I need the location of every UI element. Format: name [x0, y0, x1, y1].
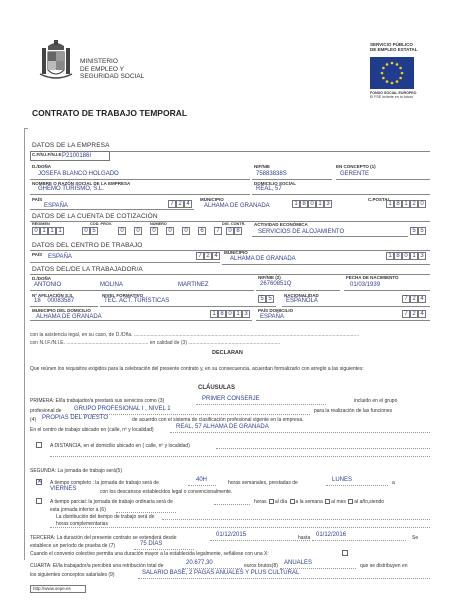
regimen-code-3[interactable]: 1: [56, 227, 64, 235]
nif-calidad-line: con N.I.F./N.I.E. ........................................................... en calidad de (3) ..................................................................: [30, 340, 281, 346]
page-title: CONTRATO DE TRABAJO TEMPORAL: [32, 108, 188, 118]
cuenta-code-10[interactable]: 8: [234, 227, 242, 235]
trabajador-municipio-domicilio-field[interactable]: ALHAMA DE GRANADA: [36, 314, 102, 320]
cuenta-code-7[interactable]: 6: [198, 227, 206, 235]
pais-dom-code-1[interactable]: 2: [410, 310, 418, 318]
primera-text-a: PRIMERA: El/la trabajador/a prestará sus servicios como (3): [30, 398, 165, 404]
cuenta-code-3[interactable]: 0: [134, 227, 142, 235]
trabajador-nif-field[interactable]: 26760851Q: [260, 281, 292, 287]
al-dia-checkbox[interactable]: [269, 499, 274, 504]
centro-pais-field[interactable]: ESPAÑA: [48, 254, 72, 260]
cuenta-code-4[interactable]: 0: [150, 227, 158, 235]
empresa-cp-code-1[interactable]: 8: [394, 200, 402, 208]
razon-social-field[interactable]: GHEMO TURISMO, S.L.: [38, 186, 104, 192]
centro-muni-code-2[interactable]: 0: [402, 252, 410, 260]
fecha-desde-field[interactable]: 01/12/2015: [216, 532, 247, 538]
muni-dom-code-3[interactable]: 1: [234, 310, 242, 318]
empresa-cp-code-2[interactable]: 1: [402, 200, 410, 208]
nacionalidad-code-1[interactable]: 2: [410, 295, 418, 303]
declaran-heading: DECLARAN: [212, 350, 243, 356]
empresa-pais-field[interactable]: ESPAÑA: [44, 203, 68, 209]
footer-url[interactable]: http://www.sepe.es: [33, 586, 71, 591]
section-cotizacion: DATOS DE LA CUENTA DE COTIZACIÓN: [32, 213, 158, 220]
grupo-profesional-field[interactable]: GRUPO PROFESIONAL I , NIVEL 1: [74, 406, 171, 412]
cuarta-text: CUARTA: El/la trabajador/a percibirá una retribución total de: [30, 563, 164, 569]
trabajador-afiliacion-field[interactable]: 18 00083587: [34, 298, 75, 304]
tiempo-completo-checkbox[interactable]: ✕: [37, 479, 43, 485]
tercera-text: TERCERA: La duración del presente contrato se extenderá desde: [30, 535, 177, 541]
empresa-pais-code-0[interactable]: 7: [168, 200, 176, 208]
empresa-pais-code-2[interactable]: 4: [184, 200, 192, 208]
centro-muni-code-1[interactable]: 8: [394, 252, 402, 260]
trabajador-fecha-nacimiento-field[interactable]: 01/03/1939: [350, 282, 381, 288]
eu-flag-icon: [370, 57, 414, 89]
cuenta-code-0[interactable]: 0: [82, 227, 90, 235]
conceptos-salariales-field[interactable]: SALARIO BASE, 2 PAGAS ANUALES Y PLUS CULTURAL: [142, 570, 300, 576]
cuenta-code-8[interactable]: 7: [214, 227, 222, 235]
regimen-code-2[interactable]: 1: [48, 227, 56, 235]
sepe-logo: SERVICIO PÚBLICO DE EMPLEO ESTATAL FONDO SOCIAL EUROPEO El FSE invierte en tu futuro: [370, 42, 418, 100]
trabajador-nombre-field[interactable]: ANTONIO: [34, 282, 62, 288]
regimen-code-0[interactable]: 0: [32, 227, 40, 235]
dia-inicio-field[interactable]: LUNES: [332, 477, 353, 483]
centro-muni-code-0[interactable]: 1: [386, 252, 394, 260]
asistencia-legal-line: con la asistencia legal, en su caso, de D./Dña. ..................................................................................................................................................................: [30, 332, 359, 338]
muni-dom-code-2[interactable]: 0: [226, 310, 234, 318]
section-trabajador: DATOS DEL/DE LA TRABAJADOR/A: [32, 266, 143, 273]
cuenta-code-5[interactable]: 0: [166, 227, 174, 235]
muni-dom-code-4[interactable]: 3: [242, 310, 250, 318]
empresa-representante-field[interactable]: JOSEFA BLANCO HOLGADO: [38, 171, 119, 177]
reunen-requisitos-text: Que reúnen los requisitos exigidos para la celebración del presente contrato y, en su consecuencia, acuerdan formalizarlo con arreglo a las siguientes:: [30, 366, 364, 372]
periodo-prueba-field[interactable]: 75 DÍAS: [140, 541, 163, 547]
trabajador-apellido1-field[interactable]: MOLINA: [100, 282, 124, 288]
empresa-municipio-field[interactable]: ALHAMA DE GRANADA: [204, 203, 270, 209]
cif-field[interactable]: P2100186I: [62, 153, 92, 159]
centro-municipio-field[interactable]: ALHAMA DE GRANADA: [230, 256, 296, 262]
muni-dom-code-1[interactable]: 8: [218, 310, 226, 318]
primera-puesto-field[interactable]: PRIMER CONSERJE: [202, 396, 260, 402]
ministry-name: MINISTERIO DE EMPLEO Y SEGURIDAD SOCIAL: [80, 58, 145, 80]
empresa-cp-code-3[interactable]: 2: [410, 200, 418, 208]
trabajador-pais-domicilio-field[interactable]: ESPAÑA: [260, 314, 284, 320]
dia-fin-field[interactable]: VIERNES: [50, 486, 77, 492]
centro-muni-code-4[interactable]: 3: [418, 252, 426, 260]
empresa-concepto-field[interactable]: GERENTE: [340, 171, 370, 177]
centro-pais-code-1[interactable]: 2: [204, 252, 212, 260]
convenio-checkbox[interactable]: [342, 550, 348, 556]
empresa-cp-code-0[interactable]: 1: [386, 200, 394, 208]
trabajador-nivel-formativo-field[interactable]: TEC. ACT. TURÍSTICAS: [104, 298, 170, 304]
empresa-muni-code-4[interactable]: 3: [324, 200, 332, 208]
cuenta-code-1[interactable]: 5: [90, 227, 98, 235]
centro-pais-code-2[interactable]: 4: [212, 252, 220, 260]
empresa-muni-code-3[interactable]: 1: [316, 200, 324, 208]
retribucion-field[interactable]: 20.677,30: [186, 560, 213, 566]
horas-semanales-field[interactable]: 40H: [196, 477, 208, 483]
tiempo-parcial-checkbox[interactable]: [36, 498, 42, 504]
nivel-code-0[interactable]: 5: [258, 295, 266, 303]
empresa-cp-code-4[interactable]: 0: [418, 200, 426, 208]
empresa-nif-field[interactable]: 75883838S: [256, 171, 287, 177]
cuenta-code-9[interactable]: 0: [226, 227, 234, 235]
segunda-heading: SEGUNDA: La jornada de trabajo será(5): [30, 468, 122, 474]
centro-ubicacion-field[interactable]: REAL, 57 ALHAMA DE GRANADA: [176, 424, 269, 430]
anio-checkbox[interactable]: [348, 499, 353, 504]
cuenta-code-6[interactable]: 0: [182, 227, 190, 235]
pais-dom-code-0[interactable]: 7: [402, 310, 410, 318]
trabajador-nacionalidad-field[interactable]: ESPAÑOLA: [286, 298, 318, 304]
centro-pais-code-0[interactable]: 7: [196, 252, 204, 260]
nacionalidad-code-2[interactable]: 4: [418, 295, 426, 303]
nacionalidad-code-0[interactable]: 7: [402, 295, 410, 303]
domicilio-social-field[interactable]: REAL, 57: [256, 186, 282, 192]
cuenta-code-2[interactable]: 0: [118, 227, 126, 235]
clausulas-heading: CLÁUSULAS: [198, 385, 235, 391]
semana-checkbox[interactable]: [290, 499, 295, 504]
section-centro: DATOS DEL CENTRO DE TRABAJO: [32, 242, 143, 249]
muni-dom-code-0[interactable]: 1: [210, 310, 218, 318]
distancia-checkbox[interactable]: [36, 442, 42, 448]
nivel-code-1[interactable]: 5: [266, 295, 274, 303]
trabajador-apellido2-field[interactable]: MARTINEZ: [178, 282, 209, 288]
empresa-muni-code-2[interactable]: 0: [308, 200, 316, 208]
empresa-muni-code-0[interactable]: 1: [292, 200, 300, 208]
centro-muni-code-3[interactable]: 1: [410, 252, 418, 260]
section-empresa: DATOS DE LA EMPRESA: [32, 142, 110, 149]
regimen-code-1[interactable]: 1: [40, 227, 48, 235]
spain-coat-of-arms-icon: [38, 40, 74, 84]
retribucion-periodo-field[interactable]: ANUALES: [284, 560, 313, 566]
actividad-code-0[interactable]: 5: [410, 227, 418, 235]
funciones-field[interactable]: PROPIAS DEL PUESTO: [42, 415, 109, 421]
fecha-hasta-field[interactable]: 01/12/2016: [316, 532, 347, 538]
actividad-code-1[interactable]: 5: [418, 227, 426, 235]
mes-checkbox[interactable]: [325, 499, 330, 504]
pais-dom-code-2[interactable]: 4: [418, 310, 426, 318]
empresa-pais-code-1[interactable]: 2: [176, 200, 184, 208]
actividad-economica-field[interactable]: SERVICIOS DE ALOJAMIENTO: [258, 229, 345, 235]
empresa-muni-code-1[interactable]: 8: [300, 200, 308, 208]
